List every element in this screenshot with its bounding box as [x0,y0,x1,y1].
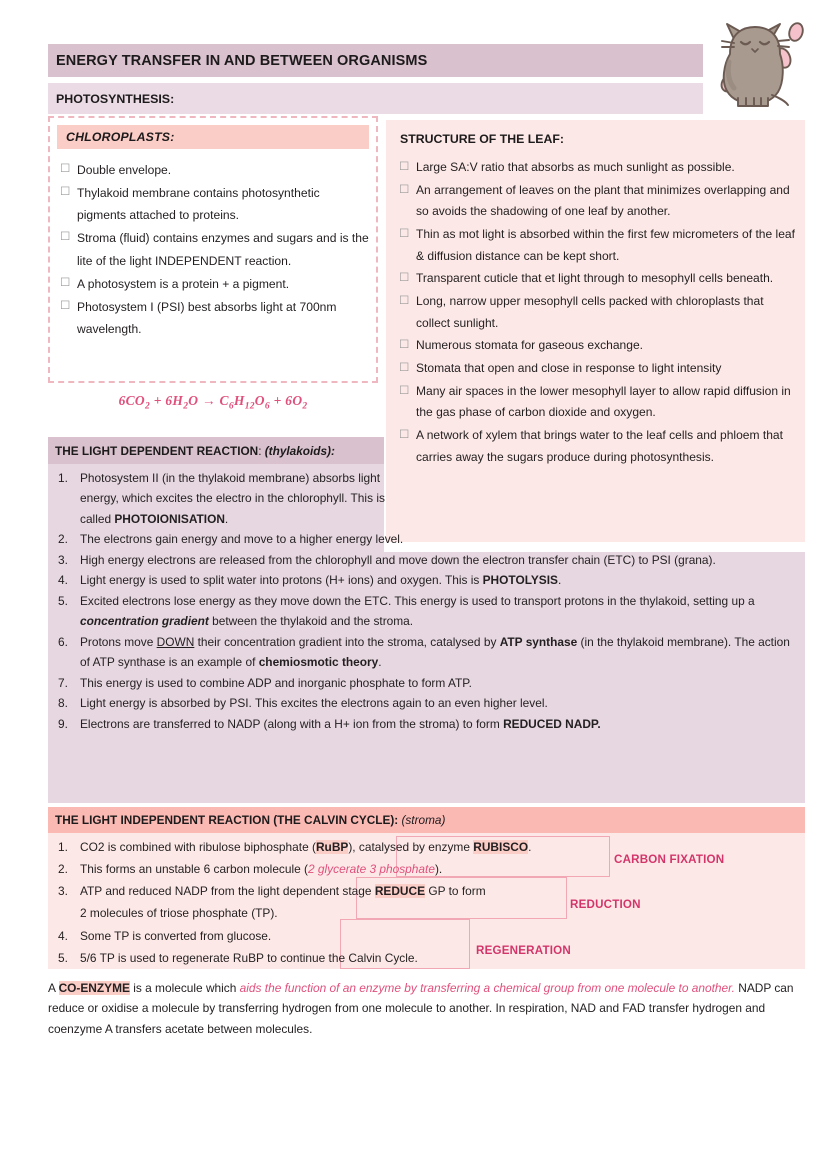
leaf-item [396,291,795,334]
leaf-item-text: Stomata that open and close in response to light intensity [416,361,722,376]
coenzyme-paragraph: A CO-ENZYME is a molecule which aids the function of an enzyme by transferring a chemical group from one molecule to another. NADP can reduce or oxidise a molecule by transferring hydrogen from one molecule to another. In respiration, NAD and FAD transfer hydrogen and coenzyme A transfers acetate between molecules. [48,981,794,1036]
reduction-label: REDUCTION [570,898,641,911]
calvin-list [48,836,608,969]
ldr-item-text: High energy electrons are released from the chlorophyll and move down the electron transfer chain (ETC) to PSI (grana). [80,552,716,567]
checkbox-icon[interactable]: ☐ [60,231,71,244]
checkbox-icon[interactable]: ☐ [60,276,71,289]
ldr-item-text: Excited electrons lose energy as they move down the ETC. This energy is used to transport protons in the thylakoid, setting up a concentration gradient between the thylakoid and the stroma. [80,593,755,629]
leaf-item-text: A network of xylem that brings water to the leaf cells and phloem that carries away the sugars produce during photosynthesis. [416,428,783,464]
checkbox-icon[interactable]: ☐ [60,186,71,199]
ldr-item-number: 5. [58,593,68,608]
ldr-item-number: 1. [58,471,68,485]
ldr-item-number: 6. [58,634,68,649]
checkbox-icon[interactable]: ☐ [399,362,410,375]
chloroplast-item [57,159,369,181]
leaf-item [396,157,795,179]
chloroplast-item-text: Double envelope. [77,163,172,177]
checkbox-icon[interactable]: ☐ [60,163,71,175]
ldr-item [54,632,799,673]
calvin-heading: THE LIGHT INDEPENDENT REACTION (THE CALVIN CYCLE): (stroma) [55,813,446,827]
leaf-item [396,224,795,267]
photosynthesis-equation: $6CO_2 + 6H_2O \to C_6H_{12}O_6 + 6O_2$ [118,393,308,412]
leaf-item-text: An arrangement of leaves on the plant that minimizes overlapping and so avoids the shadowing of one leaf by another. [416,182,790,219]
ldr-item-text: This energy is used to combine ADP and inorganic phosphate to form ATP. [80,675,472,690]
calvin-item-text: This forms an unstable 6 carbon molecule (2 glycerate 3 phosphate). [80,862,443,877]
calvin-item [54,858,608,880]
section-photosynthesis-title: PHOTOSYNTHESIS: [56,91,175,106]
chloroplast-item-text: Photosystem I (PSI) best absorbs light at 700nm wavelength. [77,299,337,336]
ldr-item-text: The electrons gain energy and move to a higher energy level. [80,532,404,547]
chloroplast-item-text: Stroma (fluid) contains enzymes and sugars and is the lite of the light INDEPENDENT reaction. [77,231,369,268]
chloroplasts-header [57,125,369,149]
calvin-item-number: 1. [58,840,68,854]
ldr-item-text: Light energy is absorbed by PSI. This excites the electrons again to an even higher level. [80,696,548,711]
checkbox-icon[interactable]: ☐ [399,295,410,308]
chloroplast-item-text: Thylakoid membrane contains photosynthetic pigments attached to proteins. [77,186,320,223]
chloroplasts-list [57,159,369,340]
ldr-item [54,550,799,570]
checkbox-icon[interactable]: ☐ [399,339,410,352]
leaf-item-text: Thin as mot light is absorbed within the first few micrometers of the leaf & diffusion distance can be kept short. [416,227,795,263]
checkbox-icon[interactable]: ☐ [399,161,410,173]
leaf-item [396,180,795,223]
chloroplast-item-text: A photosystem is a protein + a pigment. [77,276,290,291]
chloroplast-item [57,227,369,271]
ldr-item-number: 7. [58,675,68,690]
ldr-item [54,529,799,549]
calvin-item [54,925,608,947]
checkbox-icon[interactable]: ☐ [399,384,410,397]
ldr-item-text: Protons move DOWN their concentration gradient into the stroma, catalysed by ATP synthase (in the thylakoid membrane). The action of ATP synthase is an example of chemiosmotic theory. [80,634,790,670]
checkbox-icon[interactable]: ☐ [399,272,410,285]
ldr-item [54,591,799,632]
leaf-item [396,335,795,357]
calvin-item-number: 2. [58,862,68,877]
ldr-item-text: Electrons are transferred to NADP (along with a H+ ion from the stroma) to form REDUCED NADP. [80,716,601,731]
ldr-item-text: Light energy is used to split water into protons (H+ ions) and oxygen. This is PHOTOLYSIS. [80,573,562,588]
calvin-item-text: 5/6 TP is used to regenerate RuBP to continue the Calvin Cycle. [80,950,418,965]
carbon-fixation-label: CARBON FIXATION [614,853,725,866]
leaf-item-text: Numerous stomata for gaseous exchange. [416,338,644,353]
ldr-header [48,437,384,464]
leaf-item [396,358,795,380]
ldr-item [54,673,799,693]
leaf-item-text: Many air spaces in the lower mesophyll layer to allow rapid diffusion in the gas phase of carbon dioxide and oxygen. [416,383,791,420]
chloroplast-item [57,296,369,340]
calvin-item-text: CO2 is combined with ribulose biphosphate (RuBP), catalysed by enzyme RUBISCO. [80,840,532,854]
leaf-item [396,268,795,290]
leaf-item-text: Long, narrow upper mesophyll cells packed with chloroplasts that collect sunlight. [416,294,764,330]
page-title: ENERGY TRANSFER IN AND BETWEEN ORGANISMS [56,52,428,69]
ldr-heading: THE LIGHT DEPENDENT REACTION: (thylakoids): [55,443,335,458]
leaf-item-text: Transparent cuticle that et light through to mesophyll cells beneath. [416,271,774,286]
calvin-item-number: 4. [58,928,68,943]
leaf-structure-heading: STRUCTURE OF THE LEAF: [400,132,564,146]
calvin-header [48,807,805,833]
ldr-item-text: Photosystem II (in the thylakoid membrane) absorbs light energy, which excites the electro in the chlorophyll. This is called PHOTOIONISATION. [80,471,385,526]
chloroplast-item [57,182,369,226]
calvin-item [54,947,608,969]
checkbox-icon[interactable]: ☐ [399,429,410,442]
calvin-item-number: 3. [58,884,68,899]
ldr-list [48,468,805,734]
leaf-item-text: Large SA:V ratio that absorbs as much sunlight as possible. [416,160,735,174]
ldr-item-number: 3. [58,552,68,567]
leaf-item [396,425,795,468]
calvin-item [54,880,608,924]
ldr-item-number: 9. [58,716,68,731]
calvin-item-text: Some TP is converted from glucose. [80,928,272,943]
leaf-structure-list [396,157,795,468]
ldr-item-number: 8. [58,696,68,711]
ldr-item [54,714,799,734]
chloroplasts-box [48,116,378,383]
ldr-item [54,468,799,529]
ldr-item [54,693,799,713]
ldr-item-number: 4. [58,573,68,588]
calvin-item [54,836,608,858]
section-photosynthesis-band [48,83,703,114]
page-title-band [48,44,703,77]
ldr-item-number: 2. [58,532,68,547]
pusheen-cat-illustration [700,10,812,114]
chloroplast-item [57,273,369,295]
calvin-item-text: ATP and reduced NADP from the light dependent stage REDUCE GP to form 2 molecules of triose phosphate (TP). [80,884,486,921]
checkbox-icon[interactable]: ☐ [399,228,410,241]
chloroplasts-heading: CHLOROPLASTS: [66,130,175,144]
calvin-item-number: 5. [58,950,68,965]
leaf-item [396,381,795,424]
checkbox-icon[interactable]: ☐ [399,183,410,196]
checkbox-icon[interactable]: ☐ [60,299,71,312]
ldr-item [54,570,799,590]
regeneration-label: REGENERATION [476,944,571,957]
